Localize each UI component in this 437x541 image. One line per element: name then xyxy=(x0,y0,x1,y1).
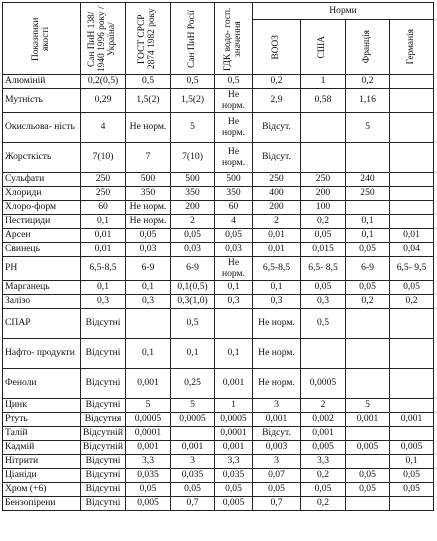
norm-value-cell xyxy=(390,309,434,339)
norm-value-cell: 0,05 xyxy=(253,483,301,497)
norm-value-cell: 250 xyxy=(301,173,346,187)
norm-value-cell: 0,2 xyxy=(390,295,434,309)
norm-value-cell: 0,003 xyxy=(253,441,301,455)
norm-value-cell: 6,5-8,5 xyxy=(81,257,126,281)
norm-value-cell: 0,5 xyxy=(215,75,253,89)
table-row xyxy=(3,483,434,497)
norm-value-cell: 0,5 xyxy=(126,75,171,89)
norm-value-cell: Не норм. xyxy=(126,201,171,215)
norm-value-cell: 0,0005 xyxy=(126,413,171,427)
table-row xyxy=(3,113,434,143)
norm-value-cell: 0,1 xyxy=(346,215,390,229)
norm-value-cell: Не норм. xyxy=(215,89,253,113)
norm-value-cell: Відсут. xyxy=(253,113,301,143)
norm-value-cell xyxy=(346,497,390,511)
norm-value-cell: 0,2 xyxy=(346,75,390,89)
water-quality-norms-table xyxy=(2,2,434,511)
norm-value-cell: 6,5-8,5 xyxy=(253,257,301,281)
norm-value-cell: 500 xyxy=(171,173,215,187)
indicator-name-cell: Талій xyxy=(3,427,81,441)
norm-value-cell: 3 xyxy=(253,399,301,413)
norm-value-cell: 0,001 xyxy=(215,369,253,399)
norm-value-cell: 4 xyxy=(215,215,253,229)
norm-value-cell: 5 xyxy=(346,399,390,413)
norm-value-cell: 5 xyxy=(171,399,215,413)
norm-value-cell: Не норм. xyxy=(253,339,301,369)
indicator-name-cell: Хлоро-форм xyxy=(3,201,81,215)
norm-value-cell: 1 xyxy=(301,75,346,89)
norm-value-cell: 0,05 xyxy=(301,483,346,497)
norm-value-cell xyxy=(390,89,434,113)
norm-value-cell: 0,3 xyxy=(81,295,126,309)
table-row xyxy=(3,173,434,187)
norm-value-cell: 0,035 xyxy=(171,469,215,483)
norm-value-cell: 0,005 xyxy=(215,497,253,511)
norm-value-cell: 2 xyxy=(301,399,346,413)
table-row xyxy=(3,309,434,339)
table-row xyxy=(3,497,434,511)
indicator-name-cell: Залізо xyxy=(3,295,81,309)
norm-value-cell xyxy=(301,113,346,143)
norm-value-cell: Відсутні xyxy=(81,339,126,369)
norm-value-cell: 350 xyxy=(126,187,171,201)
norm-value-cell xyxy=(346,427,390,441)
header-france: Франція xyxy=(346,20,390,75)
norm-value-cell: 0,01 xyxy=(253,229,301,243)
norm-value-cell: 0,05 xyxy=(346,281,390,295)
norm-value-cell: 0,05 xyxy=(390,483,434,497)
indicator-name-cell: Пестициди xyxy=(3,215,81,229)
norm-value-cell: 0,05 xyxy=(171,229,215,243)
norm-value-cell: Не норм. xyxy=(215,257,253,281)
norm-value-cell: 500 xyxy=(215,173,253,187)
norm-value-cell: 0,5 xyxy=(171,309,215,339)
norm-value-cell: 0,035 xyxy=(215,469,253,483)
norm-value-cell: 0,01 xyxy=(390,229,434,243)
norm-value-cell: 7(10) xyxy=(171,143,215,173)
norm-value-cell: 250 xyxy=(346,187,390,201)
norm-value-cell: Відсутній xyxy=(81,441,126,455)
norm-value-cell: 0,1 xyxy=(390,455,434,469)
norm-value-cell xyxy=(390,497,434,511)
indicator-name-cell: Хлориди xyxy=(3,187,81,201)
table-row xyxy=(3,257,434,281)
norm-value-cell: 1,5(2) xyxy=(171,89,215,113)
norm-value-cell: 6-9 xyxy=(126,257,171,281)
norm-value-cell: 0,5 xyxy=(171,75,215,89)
table-row xyxy=(3,469,434,483)
norm-value-cell: 0,2 xyxy=(301,215,346,229)
norm-value-cell: 3,3 xyxy=(126,455,171,469)
indicator-name-cell: Жорсткість xyxy=(3,143,81,173)
norm-value-cell xyxy=(346,339,390,369)
norm-value-cell: 4 xyxy=(81,113,126,143)
norm-value-cell: 6-9 xyxy=(346,257,390,281)
norm-value-cell: 0,3 xyxy=(126,295,171,309)
norm-value-cell: 100 xyxy=(301,201,346,215)
norm-value-cell xyxy=(390,187,434,201)
norm-value-cell xyxy=(390,143,434,173)
norm-value-cell: 0,002 xyxy=(301,413,346,427)
header-gost-ussr: ГОСТ СРСР 2874 1982 року xyxy=(126,3,171,75)
table-row xyxy=(3,339,434,369)
norm-value-cell: 0,05 xyxy=(301,281,346,295)
norm-value-cell: 0,001 xyxy=(390,413,434,427)
norm-value-cell: 0,3(1,0) xyxy=(171,295,215,309)
norm-value-cell: 0,001 xyxy=(253,413,301,427)
norm-value-cell: 200 xyxy=(171,201,215,215)
table-row xyxy=(3,229,434,243)
norm-value-cell: 0,03 xyxy=(126,243,171,257)
indicator-name-cell: PH xyxy=(3,257,81,281)
norm-value-cell xyxy=(126,309,171,339)
norm-value-cell: 0,001 xyxy=(346,413,390,427)
indicator-name-cell: Бензопірени xyxy=(3,497,81,511)
norm-value-cell: 7(10) xyxy=(81,143,126,173)
norm-value-cell: 0,005 xyxy=(390,441,434,455)
norm-value-cell xyxy=(390,173,434,187)
norm-value-cell: 0,05 xyxy=(126,483,171,497)
norm-value-cell: 0,1 xyxy=(346,229,390,243)
norm-value-cell xyxy=(390,75,434,89)
table-row xyxy=(3,243,434,257)
table-row xyxy=(3,369,434,399)
table-row xyxy=(3,455,434,469)
norm-value-cell: 6,5- 9,5 xyxy=(390,257,434,281)
norm-value-cell: 400 xyxy=(253,187,301,201)
norm-value-cell: 0,2 xyxy=(301,469,346,483)
norm-value-cell: 0,7 xyxy=(253,497,301,511)
indicator-name-cell: Ціаніди xyxy=(3,469,81,483)
indicator-name-cell: СПАР xyxy=(3,309,81,339)
norm-value-cell xyxy=(390,215,434,229)
indicator-name-cell: Цинк xyxy=(3,399,81,413)
norm-value-cell: 0,03 xyxy=(171,243,215,257)
indicator-name-cell: Мутність xyxy=(3,89,81,113)
norm-value-cell: 0,3 xyxy=(215,295,253,309)
table-row xyxy=(3,201,434,215)
norm-value-cell: 240 xyxy=(346,173,390,187)
norm-value-cell: 5 xyxy=(346,113,390,143)
table-row xyxy=(3,143,434,173)
norm-value-cell: 0,05 xyxy=(301,229,346,243)
norm-value-cell: 0,1 xyxy=(215,339,253,369)
indicator-name-cell: Феноли xyxy=(3,369,81,399)
norm-value-cell: 0,5 xyxy=(301,309,346,339)
norm-value-cell: Не норм. xyxy=(126,215,171,229)
norm-value-cell xyxy=(346,143,390,173)
norm-value-cell: 200 xyxy=(253,201,301,215)
header-row-top xyxy=(3,3,434,20)
norm-value-cell: Не норм. xyxy=(215,113,253,143)
norm-value-cell: 250 xyxy=(81,173,126,187)
header-indicator: Показники якості xyxy=(3,3,81,75)
table-row xyxy=(3,187,434,201)
indicator-name-cell: Алюміній xyxy=(3,75,81,89)
norm-value-cell: 0,01 xyxy=(253,243,301,257)
norm-value-cell: 0,005 xyxy=(301,441,346,455)
header-gdk: ГДК водо- госп. значення xyxy=(215,3,253,75)
indicator-name-cell: Кадмій xyxy=(3,441,81,455)
norm-value-cell: Відсутні xyxy=(81,399,126,413)
norm-value-cell: 0,1 xyxy=(126,281,171,295)
norm-value-cell: 0,58 xyxy=(301,89,346,113)
table-row xyxy=(3,413,434,427)
norm-value-cell xyxy=(390,369,434,399)
norm-value-cell: 0,2(0,5) xyxy=(81,75,126,89)
norm-value-cell: 5 xyxy=(171,113,215,143)
norm-value-cell: 250 xyxy=(253,173,301,187)
norm-value-cell: 350 xyxy=(171,187,215,201)
norm-value-cell: 0,03 xyxy=(215,243,253,257)
norm-value-cell: 0,7 xyxy=(171,497,215,511)
norm-value-cell: Відсутні xyxy=(81,483,126,497)
norm-value-cell: 0,001 xyxy=(215,441,253,455)
norm-value-cell: Відсутні xyxy=(81,369,126,399)
norm-value-cell: 1,5(2) xyxy=(126,89,171,113)
norm-value-cell: 0,0001 xyxy=(126,427,171,441)
norm-value-cell: Не норм. xyxy=(253,369,301,399)
norm-value-cell: 0,005 xyxy=(346,441,390,455)
indicator-name-cell: Окисльова- ність xyxy=(3,113,81,143)
norm-value-cell: 0,001 xyxy=(301,427,346,441)
norm-value-cell: 0,0005 xyxy=(171,413,215,427)
table-row xyxy=(3,89,434,113)
norm-value-cell: 6,5- 8,5 xyxy=(301,257,346,281)
norm-value-cell: 0,05 xyxy=(126,229,171,243)
norm-value-cell: 0,001 xyxy=(171,441,215,455)
indicator-name-cell: Нафто- продукти xyxy=(3,339,81,369)
header-russia-sanpin: Сан ПиН Росії xyxy=(171,3,215,75)
norm-value-cell: 0,2 xyxy=(301,497,346,511)
norm-value-cell: 0,01 xyxy=(81,243,126,257)
norm-value-cell xyxy=(346,369,390,399)
norm-value-cell: 3,3 xyxy=(301,455,346,469)
norm-value-cell: 0,2 xyxy=(346,295,390,309)
norm-value-cell: 0,25 xyxy=(171,369,215,399)
indicator-name-cell: Арсен xyxy=(3,229,81,243)
norm-value-cell xyxy=(390,113,434,143)
norm-value-cell xyxy=(346,201,390,215)
norm-value-cell: 0,005 xyxy=(126,497,171,511)
norm-value-cell: 0,05 xyxy=(346,243,390,257)
header-germany: Германія xyxy=(390,20,434,75)
indicator-name-cell: Марганець xyxy=(3,281,81,295)
norm-value-cell: 0,0001 xyxy=(215,427,253,441)
norm-value-cell xyxy=(390,339,434,369)
norm-value-cell: 0,07 xyxy=(253,469,301,483)
norm-value-cell xyxy=(301,339,346,369)
norm-value-cell: 0,3 xyxy=(301,295,346,309)
norm-value-cell: Відсутня xyxy=(81,413,126,427)
norm-value-cell: 250 xyxy=(81,187,126,201)
header-who: ВООЗ xyxy=(253,20,301,75)
norm-value-cell: 2 xyxy=(171,215,215,229)
table-body xyxy=(3,75,434,511)
header-norms-group: Норми xyxy=(253,3,434,20)
norm-value-cell: 0,05 xyxy=(171,483,215,497)
norm-value-cell xyxy=(390,427,434,441)
norm-value-cell: 0,29 xyxy=(81,89,126,113)
indicator-name-cell: Ртуть xyxy=(3,413,81,427)
norm-value-cell: 0,01 xyxy=(81,229,126,243)
norm-value-cell: 0,05 xyxy=(346,483,390,497)
norm-value-cell: 0,1 xyxy=(126,339,171,369)
norm-value-cell: 0,05 xyxy=(390,469,434,483)
norm-value-cell: Відсутній xyxy=(81,427,126,441)
indicator-name-cell: Сульфати xyxy=(3,173,81,187)
indicator-name-cell: Нітрити xyxy=(3,455,81,469)
norm-value-cell: 0,1 xyxy=(81,281,126,295)
norm-value-cell: Відсутні xyxy=(81,497,126,511)
table-row xyxy=(3,441,434,455)
norm-value-cell: 1,16 xyxy=(346,89,390,113)
norm-value-cell: Не норм. xyxy=(126,113,171,143)
norm-value-cell: Відсут. xyxy=(253,143,301,173)
norm-value-cell: 0,015 xyxy=(301,243,346,257)
norm-value-cell: 0,05 xyxy=(215,229,253,243)
table-wrapper xyxy=(2,2,434,511)
norm-value-cell: 60 xyxy=(81,201,126,215)
norm-value-cell xyxy=(301,143,346,173)
norm-value-cell: 0,05 xyxy=(215,483,253,497)
norm-value-cell: 0,001 xyxy=(126,369,171,399)
norm-value-cell: Не норм. xyxy=(253,309,301,339)
indicator-name-cell: Хром (+6) xyxy=(3,483,81,497)
norm-value-cell: 200 xyxy=(301,187,346,201)
norm-value-cell: 60 xyxy=(215,201,253,215)
norm-value-cell: Відсут. xyxy=(253,427,301,441)
indicator-name-cell: Свинець xyxy=(3,243,81,257)
norm-value-cell: 0,1(0,5) xyxy=(171,281,215,295)
norm-value-cell: 3,3 xyxy=(215,455,253,469)
norm-value-cell xyxy=(346,309,390,339)
norm-value-cell: 500 xyxy=(126,173,171,187)
norm-value-cell: 350 xyxy=(215,187,253,201)
norm-value-cell xyxy=(390,201,434,215)
table-row xyxy=(3,427,434,441)
norm-value-cell: 6-9 xyxy=(171,257,215,281)
norm-value-cell: 0,1 xyxy=(171,339,215,369)
norm-value-cell: Відсутні xyxy=(81,309,126,339)
table-row xyxy=(3,295,434,309)
norm-value-cell: 0,1 xyxy=(253,281,301,295)
norm-value-cell: 0,2 xyxy=(253,75,301,89)
norm-value-cell: 0,001 xyxy=(126,441,171,455)
norm-value-cell: 0,0005 xyxy=(301,369,346,399)
norm-value-cell: 2 xyxy=(253,215,301,229)
norm-value-cell xyxy=(346,455,390,469)
norm-value-cell: 5 xyxy=(126,399,171,413)
norm-value-cell: 0,05 xyxy=(346,469,390,483)
norm-value-cell: 0,04 xyxy=(390,243,434,257)
norm-value-cell: 2,9 xyxy=(253,89,301,113)
norm-value-cell: 0,035 xyxy=(126,469,171,483)
table-row xyxy=(3,399,434,413)
norm-value-cell: 3 xyxy=(253,455,301,469)
header-ukraine-sanpin: Сан ПиН 138/ 1940 1996 року /Україна/ xyxy=(81,3,126,75)
norm-value-cell: 7 xyxy=(126,143,171,173)
norm-value-cell: 0,1 xyxy=(81,215,126,229)
norm-value-cell xyxy=(215,309,253,339)
norm-value-cell: 0,05 xyxy=(390,281,434,295)
table-row xyxy=(3,281,434,295)
table-row xyxy=(3,75,434,89)
norm-value-cell: Не норм. xyxy=(215,143,253,173)
table-row xyxy=(3,215,434,229)
norm-value-cell xyxy=(390,399,434,413)
norm-value-cell: 1 xyxy=(215,399,253,413)
norm-value-cell: 3 xyxy=(171,455,215,469)
norm-value-cell xyxy=(171,427,215,441)
norm-value-cell: 0,0005 xyxy=(215,413,253,427)
norm-value-cell: Відсутні xyxy=(81,469,126,483)
norm-value-cell: Відсутні xyxy=(81,455,126,469)
header-usa: США xyxy=(301,20,346,75)
norm-value-cell: 0,3 xyxy=(253,295,301,309)
norm-value-cell: 0,1 xyxy=(215,281,253,295)
